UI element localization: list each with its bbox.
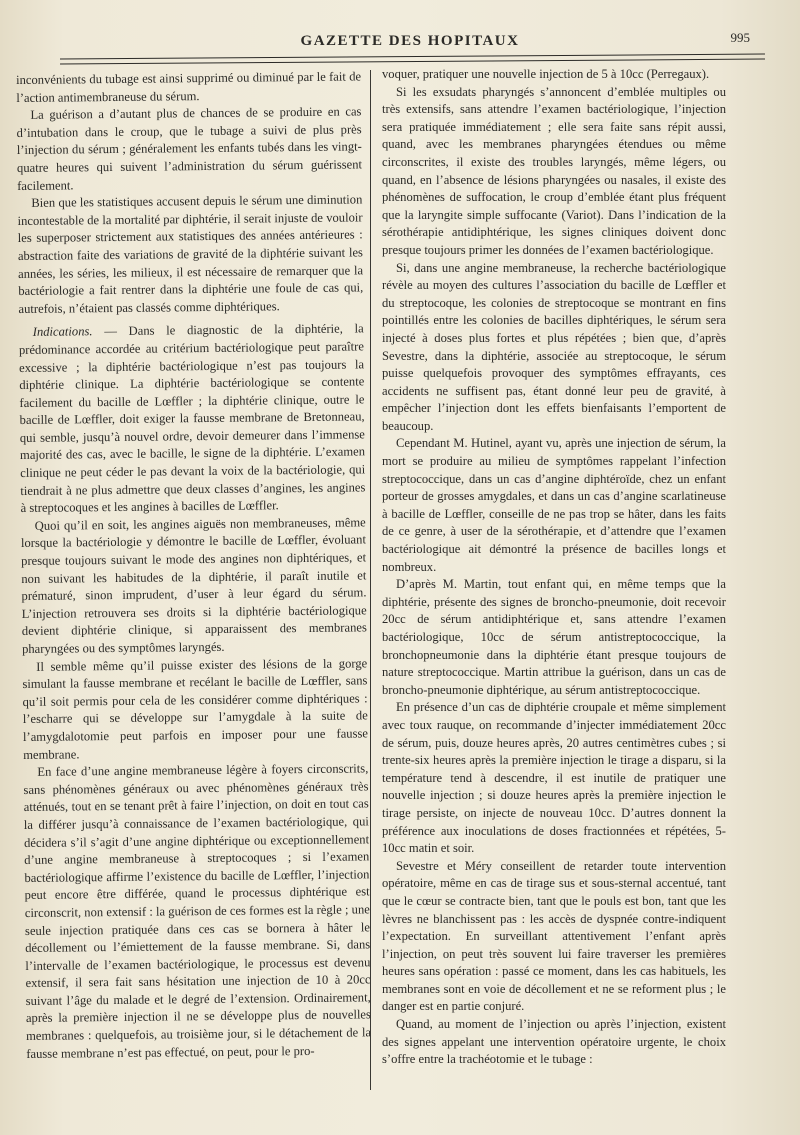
page-header [60, 30, 760, 52]
paragraph: Cependant M. Hutinel, ayant vu, après une injection de sérum, la mort se produire au milieu de symptômes rappelant l’infection streptococcique, dans un cas d’angine diphtéroïde, chez un enfant porteur de grosses amygdales, et dans un cas d’angine scarlatineuse à bacille de Lœffler, conseille de ne pas trop se hâter, dans les faits de ce genre, à user de la sérothérapie, et d’attendre que l’examen bactériologique ait démontré la présence de bacilles longs et nombreux. [382, 436, 726, 574]
left-column [16, 68, 371, 1063]
paragraph: voquer, pratiquer une nouvelle injection de 5 à 10cc (Perregaux). [382, 67, 710, 81]
column-divider [370, 70, 371, 1090]
paragraph: Sevestre et Méry conseillent de retarder toute intervention opératoire, même en cas de tirage sus et sous-sternal accentué, tant que le cœur se contracte bien, tant que le pouls est bon, tant que les lèvres ne blanchissent pas : les accès de dyspnée contre-indiquent l’expectation. En surveillant attentivement l’enfant après l’injection, on peut très souvent lui faire traverser les premières heures sans opération : passé ce moment, dans les cas habituels, les membranes sont en voie de décollement et ne se reforment plus ; le danger est en partie conjuré. [382, 858, 726, 1014]
paragraph: Bien que les statistiques accusent depuis le sérum une diminution incontestable de la mortalité par diphtérie, il serait injuste de vouloir les superposer strictement aux statistiques des années antérieures : abstraction faite des variations de gravité de la diphtérie suivant les années, les séries, les milieux, il est nécessaire de remarquer que la bactériologie a fait rentrer dans la diphtérie une foule de cas qui, autrefois, n’étaient pas classés comme diphtériques. [17, 192, 364, 316]
paragraph: En face d’une angine membraneuse légère à foyers circonscrits, sans phénomènes généraux ou avec phénomènes généraux très atténués, tout en se tenant prêt à faire l’injection, on doit en tout cas la différer jusqu’à connaissance de l’examen bactériologique, qui décidera s’il s’agit d’une angine diphtérique ou exceptionnellement d’une angine membraneuse à streptocoques ; si l’examen bactériologique affirme l’existence du bacille de Lœffler, l’injection peut encore être différée, quand le processus diphtérique est circonscrit, non extensif : la guérison de ces formes est la règle ; une seule injection pratiquée dans ces cas se bornera à hâter le décollement ou l’émiettement de la fausse membrane. Si, dans l’intervalle de l’examen bactériologique, le processus est devenu extensif, il sera fait sans hésitation une injection de 10 à 20cc suivant l’âge du malade et le degré de l’extension. Ordinairement, après la première injection il ne se développe plus de nouvelles membranes : quelquefois, au troisième jour, si le détachement de la fausse membrane n’est pas effectué, on peut, pour le pro- [23, 761, 372, 1061]
paragraph: Si, dans une angine membraneuse, la recherche bactériologique révèle au moyen des cultures l’association du bacille de Lœffler et du streptocoque, les colonies de streptocoque se montrant en fins pointillés entre les colonies de bacilles diphtériques, le sérum sera injecté à doses plus fortes et plus répétées ; bien que, d’après Sevestre, dans la diphtérie, associée au streptocoque, le sérum puisse quelquefois provoquer des symptômes effrayants, ces accidents ne suffisent pas, étant donné leur peu de gravité, à empêcher l’injection dont les effets bienfaisants l’emportent de beaucoup. [382, 260, 726, 433]
paragraph: D’après M. Martin, tout enfant qui, en même temps que la diphtérie, présente des signes de broncho-pneumonie, doit recevoir 20cc de sérum antidiphtérique et, sans attendre l’examen bactériologique, 10cc de sérum antistreptococcique, la bronchopneumonie dans la diphtérie étant presque toujours de nature streptococcique. Martin attribue la guérison, dans un cas de broncho-pneumonie diphtérique, au sérum antistreptococcique. [382, 577, 726, 697]
page-number: 995 [730, 30, 750, 45]
paragraph: Quand, au moment de l’injection ou après l’injection, existent des signes appelant une intervention opératoire urgente, le choix s’offre entre la trachéotomie et le tubage : [382, 1017, 726, 1067]
paragraph: Quoi qu’il en soit, les angines aiguës non membraneuses, même lorsque la bactériologie y démontre le bacille de Lœffler, évoluant presque toujours suivant le mode des angines non diphtériques, et non suivant les habitudes de la diphtérie, il paraît inutile et prématuré, sinon imprudent, d’user à leur égard du sérum. L’injection retrouvera ses droits si la diphtérie bactériologique devient diphtérie clinique, si apparaissent des membranes pharyngées ou des symptômes laryngés. [20, 515, 367, 656]
paragraph-text: — Dans le diagnostic de la diphtérie, la prédominance accordée au critérium bactériologique peut paraître excessive ; la diphtérie bactériologique n’est pas toujours la diphtérie clinique. La diphtérie bactériologique se contente facilement du bacille de Lœffler ; la diphtérie clinique, outre le bacille de Lœffler, doit exiger la fausse membrane de Bretonneau, qui semble, jusqu’à nouvel ordre, devoir demeurer dans l’immense majorité des cas, avec le bacille, le signe de la diphtérie. L’examen clinique ne peut céder le pas devant la voix de la bactériologie, qui tiendrait à ne plus admettre que deux classes d’angines, les angines à streptocoques et les angines à bacilles de Lœffler. [18, 321, 366, 516]
journal-title: GAZETTE DES HOPITAUX [300, 33, 520, 49]
header-rule [60, 54, 765, 65]
right-column [382, 66, 726, 1069]
paragraph: En présence d’un cas de diphtérie croupale et même simplement avec toux rauque, on recommande d’injecter immédiatement 20cc de sérum, puis, douze heures après, 20 autres centimètres cubes ; si trente-six heures après la première injection le tirage a disparu, si la température tend à descendre, il est inutile de pratiquer une nouvelle injection ; si douze heures après la première injection le tirage persiste, on injecte de nouveau 10cc. D’autres donnent la préférence aux inoculations de doses fractionnées et répétées, 5-10cc matin et soir. [382, 700, 726, 856]
paragraph: Si les exsudats pharyngés s’annoncent d’emblée multiples ou très extensifs, sans attendre l’examen bactériologique, l’injection sera pratiquée immédiatement ; elle sera faite sans répit aussi, quand, avec les membranes pharyngées étendues ou même circonscrites, il existe des troubles laryngés, même légers, ou quand, en l’absence de lésions pharyngées ou nasales, il existe des phénomènes de suffocation, le croup d’emblée étant plus fréquent que la laryngite simple suffocante (Variot). Dans l’indication de la sérothérapie antidiphtérique, les signes cliniques doivent donc presque toujours primer les données de l’examen bactériologique. [382, 84, 726, 257]
paragraph: La guérison a d’autant plus de chances de se produire en cas d’intubation dans le croup, que le tubage a suivi de plus près l’injection du sérum ; généralement les enfants tubés dans les vingt-quatre heures qui suivent l’administration du sérum guérissent facilement. [16, 104, 363, 193]
paragraph: inconvénients du tubage est ainsi supprimé ou diminué par le fait de l’action antimembraneuse du sérum. [16, 69, 362, 105]
paragraph: Il semble même qu’il puisse exister des lésions de la gorge simulant la fausse membrane et recélant le bacille de Lœffler, sans qu’il soit permis pour cela de les considérer comme diphtériques : l’escharre qui se développe sur l’amygdale à la suite de l’amygdalotomie peut parfois en imposer pour une fausse membrane. [22, 655, 369, 762]
paragraph-indications [19, 321, 366, 518]
section-heading: Indications. [32, 324, 93, 340]
